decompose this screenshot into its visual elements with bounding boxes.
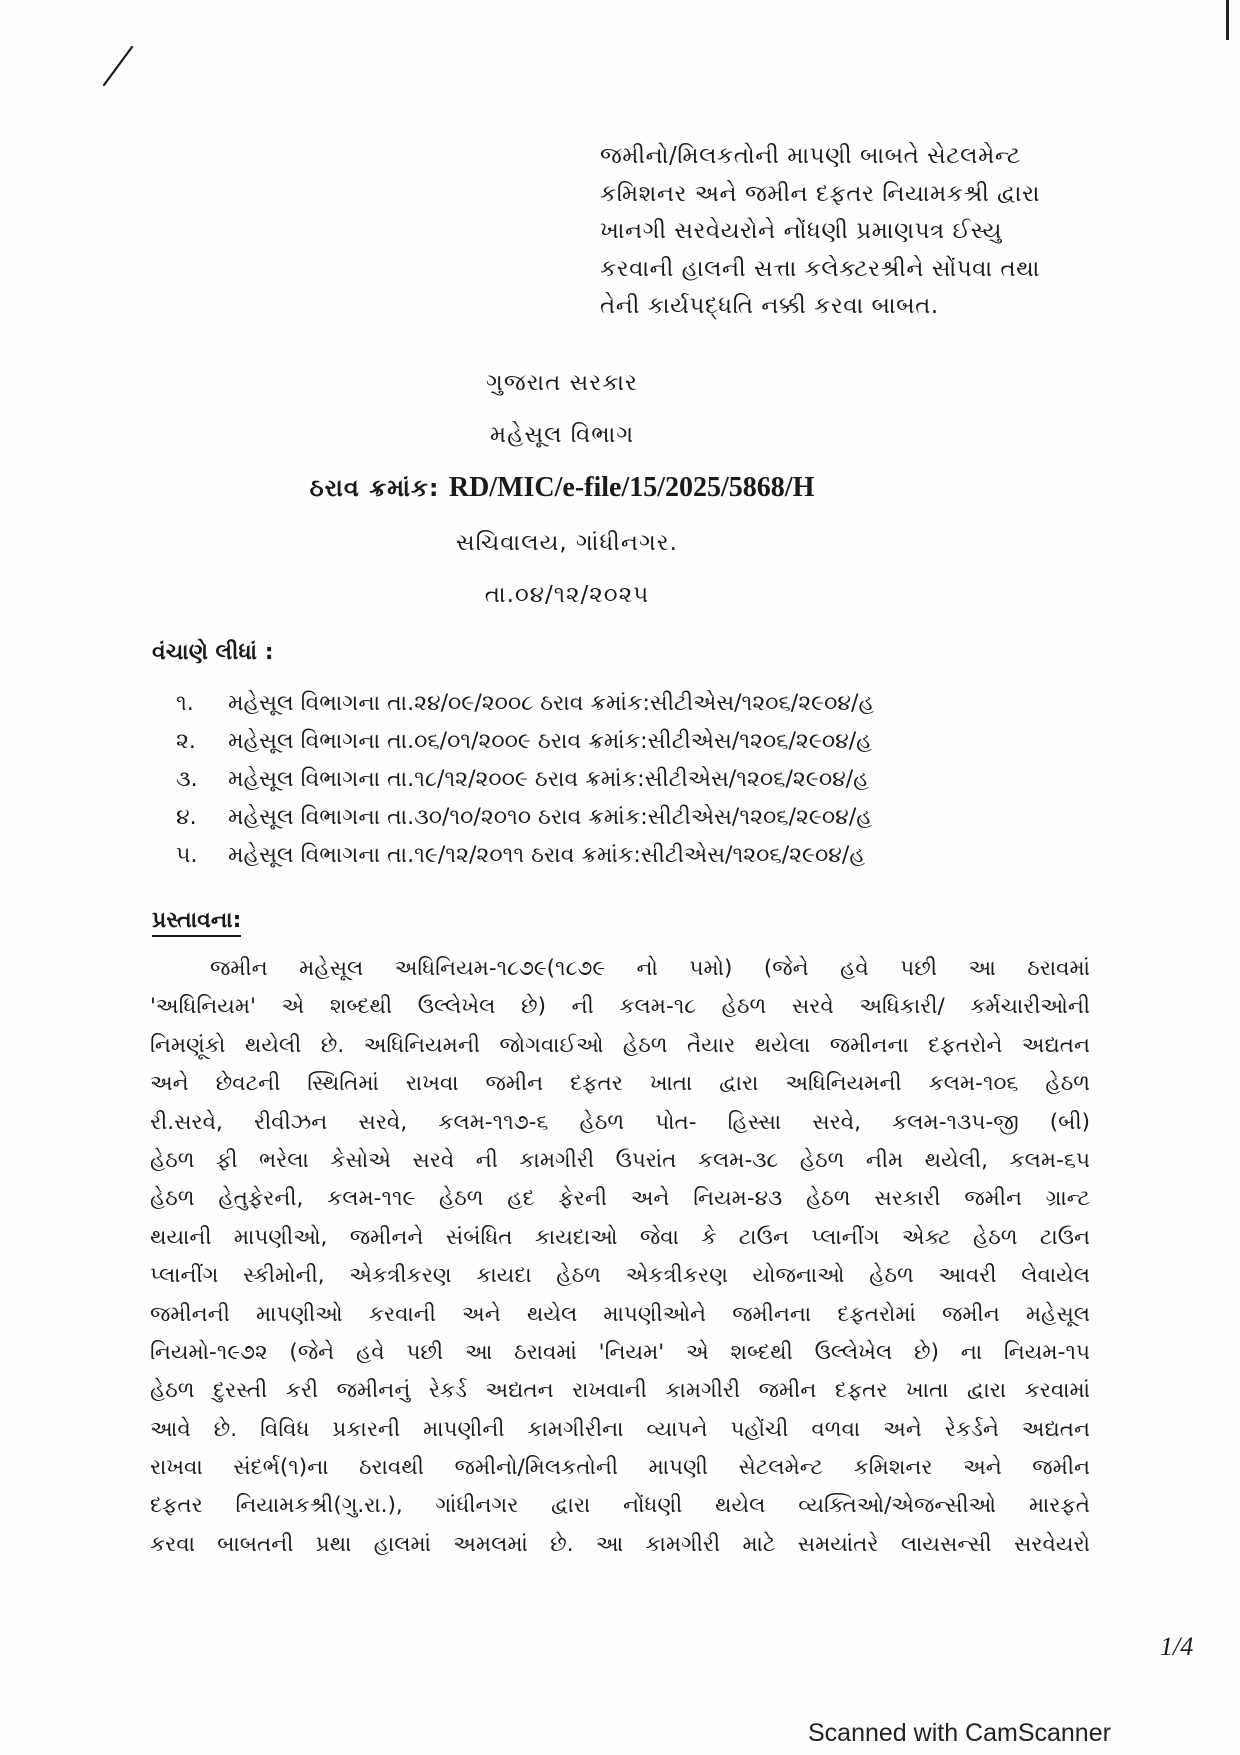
list-item xyxy=(152,799,1092,837)
list-item xyxy=(152,685,1092,723)
preamble-line: હેઠળ ફી ભરેલા કેસોએ સરવે ની કામગીરી ઉપરાંત કલમ-૩૮ હેઠળ નીમ થયેલી, કલમ-૬૫ xyxy=(150,1147,1090,1173)
subject-line: કમિશનર અને જમીન દફતર નિયામકશ્રી દ્વારા xyxy=(600,180,1040,207)
preamble-line: નિમણૂંકો થયેલી છે. અધિનિયમની જોગવાઈઓ હેઠળ તૈયાર થયેલા જમીનના દફતરોને અદ્યતન xyxy=(150,1032,1090,1058)
reference-list xyxy=(152,685,1092,875)
reference-text: મહેસૂલ વિભાગના તા.૧૯/૧૨/૨૦૧૧ ઠરાવ ક્રમાંક:સીટીએસ/૧૨૦૬/૨૯૦૪/હ xyxy=(228,843,865,868)
pen-slash-mark xyxy=(100,44,136,88)
list-item xyxy=(152,761,1092,799)
reference-number: ૪. xyxy=(176,805,197,830)
reference-number: ૩. xyxy=(176,767,198,792)
preamble-line: રી.સરવે, રીવીઝન સરવે, કલમ-૧૧૭-૬ હેઠળ પોત- હિસ્સા સરવે, કલમ-૧૩૫-જી (બી) xyxy=(150,1109,1090,1135)
place: સચિવાલય, ગાંધીનગર. xyxy=(456,530,678,556)
preamble-line: થયાની માપણીઓ, જમીનને સંબંધિત કાયદાઓ જેવા કે ટાઉન પ્લાનીંગ એક્ટ હેઠળ ટાઉન xyxy=(150,1224,1090,1250)
preamble-line: દફતર નિયામકશ્રી(ગુ.રા.), ગાંધીનગર દ્વારા નોંધણી થયેલ વ્યક્તિઓ/એજન્સીઓ મારફતે xyxy=(150,1493,1090,1519)
subject-line: કરવાની હાલની સત્તા કલેક્ટરશ્રીને સોંપવા તથા xyxy=(600,255,1040,282)
reference-text: મહેસૂલ વિભાગના તા.૨૪/૦૯/૨૦૦૮ ઠરાવ ક્રમાંક:સીટીએસ/૧૨૦૬/૨૯૦૪/હ xyxy=(228,691,875,716)
department-name: મહેસૂલ વિભાગ xyxy=(489,422,635,448)
preamble-line: રાખવા સંદર્ભ(૧)ના ઠરાવથી જમીનો/મિલકતોની માપણી સેટલમેન્ટ કમિશનર અને જમીન xyxy=(150,1455,1090,1481)
subject-line: જમીનો/મિલકતોની માપણી બાબતે સેટલમેન્ટ xyxy=(600,143,1021,169)
resolution-label: ઠરાવ ક્રમાંક: xyxy=(309,474,440,502)
reference-number: ૧. xyxy=(176,691,194,716)
reference-text: મહેસૂલ વિભાગના તા.૩૦/૧૦/૨૦૧૦ ઠરાવ ક્રમાંક:સીટીએસ/૧૨૦૬/૨૯૦૪/હ xyxy=(228,805,872,830)
subject-line: તેની કાર્યપદ્ધતિ નક્કી કરવા બાબત. xyxy=(600,293,939,319)
read-heading: વંચાણે લીધાં : xyxy=(152,640,274,665)
preamble-line: અને છેવટની સ્થિતિમાં રાખવા જમીન દફતર ખાતા દ્વારા અધિનિયમની કલમ-૧૦૬ હેઠળ xyxy=(150,1071,1090,1097)
reference-text: મહેસૂલ વિભાગના તા.૧૮/૧૨/૨૦૦૯ ઠરાવ ક્રમાંક:સીટીએસ/૧૨૦૬/૨૯૦૪/હ xyxy=(228,767,869,792)
preamble-line: 'અધિનિયમ' એ શબ્દથી ઉલ્લેખેલ છે) ની કલમ-૧૮ હેઠળ સરવે અધિકારી/ કર્મચારીઓની xyxy=(150,994,1090,1020)
preamble-line: જમીન મહેસૂલ અધિનિયમ-૧૮૭૯(૧૮૭૯ નો ૫મો) (જેને હવે પછી આ ઠરાવમાં xyxy=(210,956,1090,981)
reference-number: ૨. xyxy=(176,729,196,754)
scanner-watermark: Scanned with CamScanner xyxy=(808,1719,1111,1747)
preamble-paragraph xyxy=(150,950,1090,1564)
preamble-line: પ્લાનીંગ સ્કીમોની, એકત્રીકરણ કાયદા હેઠળ એકત્રીકરણ યોજનાઓ હેઠળ આવરી લેવાયેલ xyxy=(150,1263,1090,1289)
list-item xyxy=(152,837,1092,875)
reference-number: ૫. xyxy=(176,843,198,868)
preamble-line: કરવા બાબતની પ્રથા હાલમાં અમલમાં છે. આ કામગીરી માટે સમયાંતરે લાયસન્સી સરવેયરો xyxy=(150,1531,1090,1557)
subject-block xyxy=(600,138,1080,326)
preamble-line: જમીનની માપણીઓ કરવાની અને થયેલ માપણીઓને જમીનના દફતરોમાં જમીન મહેસૂલ xyxy=(150,1301,1090,1327)
page-number: 1/4 xyxy=(1160,1632,1194,1661)
preamble-line: નિયમો-૧૯૭૨ (જેને હવે પછી આ ઠરાવમાં 'નિયમ' એ શબ્દથી ઉલ્લેખેલ છે) ના નિયમ-૧૫ xyxy=(150,1339,1090,1365)
preamble-line: આવે છે. વિવિધ પ્રકારની માપણીની કામગીરીના વ્યાપને પહોંચી વળવા અને રેકર્ડને અદ્યતન xyxy=(150,1416,1090,1442)
resolution-number: RD/MIC/e-file/15/2025/5868/H xyxy=(448,472,815,503)
preamble-heading: પ્રસ્તાવના: xyxy=(152,908,241,937)
government-name: ગુજરાત સરકાર xyxy=(486,370,638,396)
resolution-date: તા.૦૪/૧૨/૨૦૨૫ xyxy=(484,582,650,608)
subject-line: ખાનગી સરવેયરોને નોંધણી પ્રમાણપત્ર ઈસ્યુ xyxy=(600,218,1002,244)
preamble-line: હેઠળ હેતુફેરની, કલમ-૧૧૯ હેઠળ હદ ફેરની અને નિયમ-૪૩ હેઠળ સરકારી જમીન ગ્રાન્ટ xyxy=(150,1186,1090,1212)
reference-text: મહેસૂલ વિભાગના તા.૦૬/૦૧/૨૦૦૯ ઠરાવ ક્રમાંક:સીટીએસ/૧૨૦૬/૨૯૦૪/હ xyxy=(228,729,872,754)
resolution-number-line xyxy=(0,472,1182,504)
scan-edge-line xyxy=(1226,0,1229,40)
list-item xyxy=(152,723,1092,761)
preamble-line: હેઠળ દુરસ્તી કરી જમીનનું રેકર્ડ અદ્યતન રાખવાની કામગીરી જમીન દફતર ખાતા દ્વારા કરવામાં xyxy=(150,1378,1090,1404)
